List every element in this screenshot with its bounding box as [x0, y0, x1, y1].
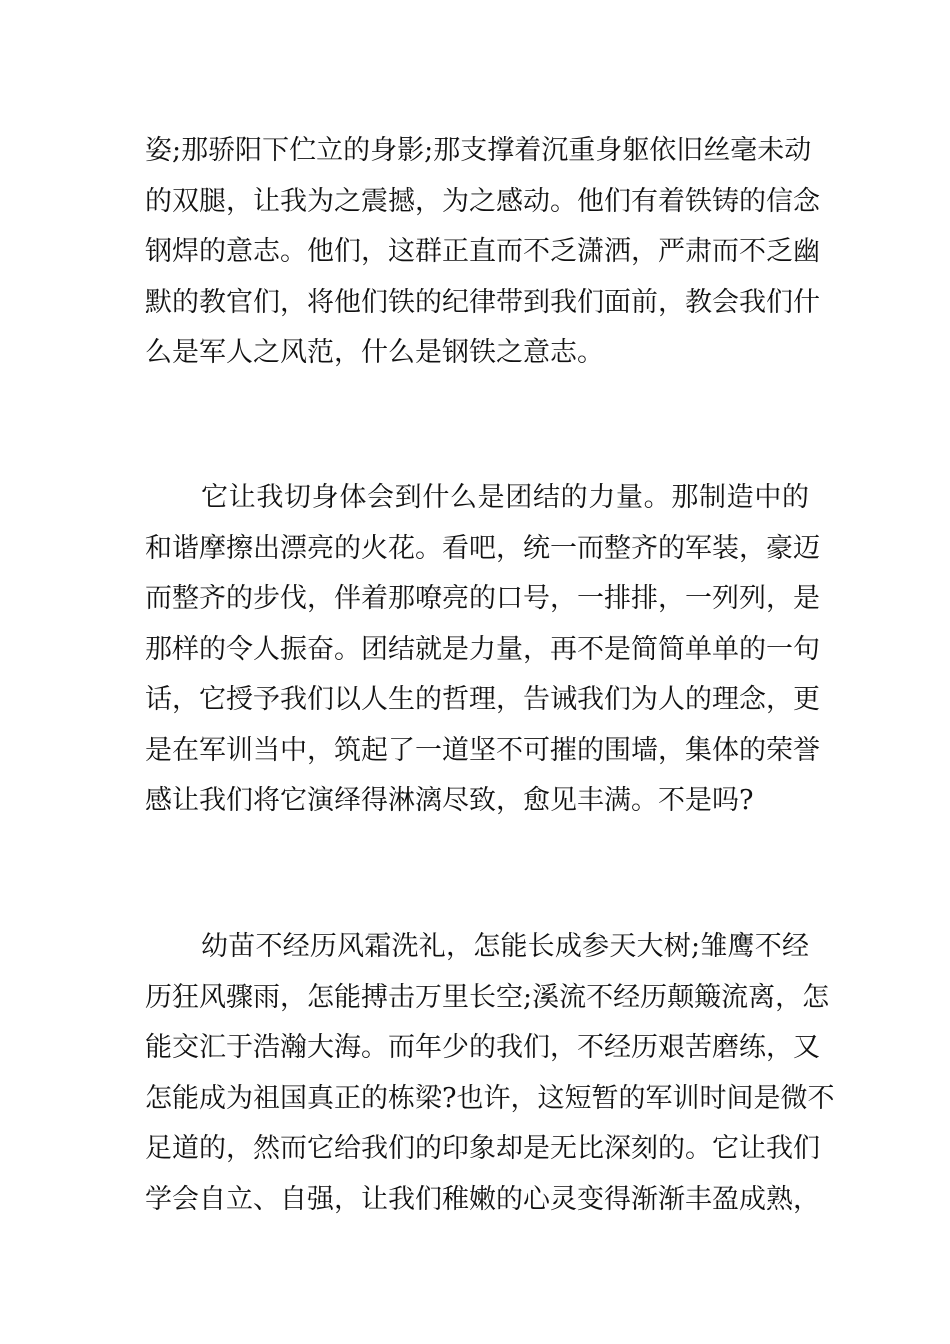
text-line: 是在军训当中，筑起了一道坚不可摧的围墙，集体的荣誉 — [145, 734, 820, 766]
text-line: 足道的，然而它给我们的印象却是无比深刻的。它让我们 — [145, 1133, 820, 1164]
paragraph-2 — [145, 473, 820, 827]
text-line: 姿;那骄阳下伫立的身影;那支撑着沉重身躯依旧丝毫未动 — [145, 135, 812, 166]
text-line: 感让我们将它演绎得淋漓尽致，愈见丰满。不是吗? — [145, 785, 754, 816]
text-line: 的双腿，让我为之震撼，为之感动。他们有着铁铸的信念 — [145, 185, 820, 217]
text-line: 而整齐的步伐，伴着那嘹亮的口号，一排排，一列列，是 — [145, 583, 820, 614]
text-line: 钢焊的意志。他们，这群正直而不乏潇洒，严肃而不乏幽 — [145, 236, 820, 267]
text-line: 学会自立、自强，让我们稚嫩的心灵变得渐渐丰盈成熟， — [145, 1183, 820, 1215]
text-line: 默的教官们，将他们铁的纪律带到我们面前，教会我们什 — [145, 286, 820, 318]
text-line: 那样的令人振奋。团结就是力量，再不是简简单单的一句 — [145, 633, 820, 665]
text-line: 么是军人之风范，什么是钢铁之意志。 — [145, 337, 604, 368]
text-line: 话，它授予我们以人生的哲理，告诫我们为人的理念，更 — [145, 684, 820, 715]
text-line: 怎能成为祖国真正的栋梁?也许，这短暂的军训时间是微不 — [145, 1082, 835, 1114]
text-line: 幼苗不经历风霜洗礼，怎能长成参天大树;雏鹰不经 — [201, 931, 809, 962]
text-line: 它让我切身体会到什么是团结的力量。那制造中的 — [201, 482, 809, 513]
text-line: 能交汇于浩瀚大海。而年少的我们，不经历艰苦磨练，又 — [145, 1032, 820, 1063]
text-line: 历狂风骤雨，怎能搏击万里长空;溪流不经历颠簸流离，怎 — [145, 981, 830, 1013]
paragraph-3 — [145, 922, 835, 1225]
text-line: 和谐摩擦出漂亮的火花。看吧，统一而整齐的军装，豪迈 — [145, 532, 820, 564]
paragraph-1 — [145, 126, 820, 379]
